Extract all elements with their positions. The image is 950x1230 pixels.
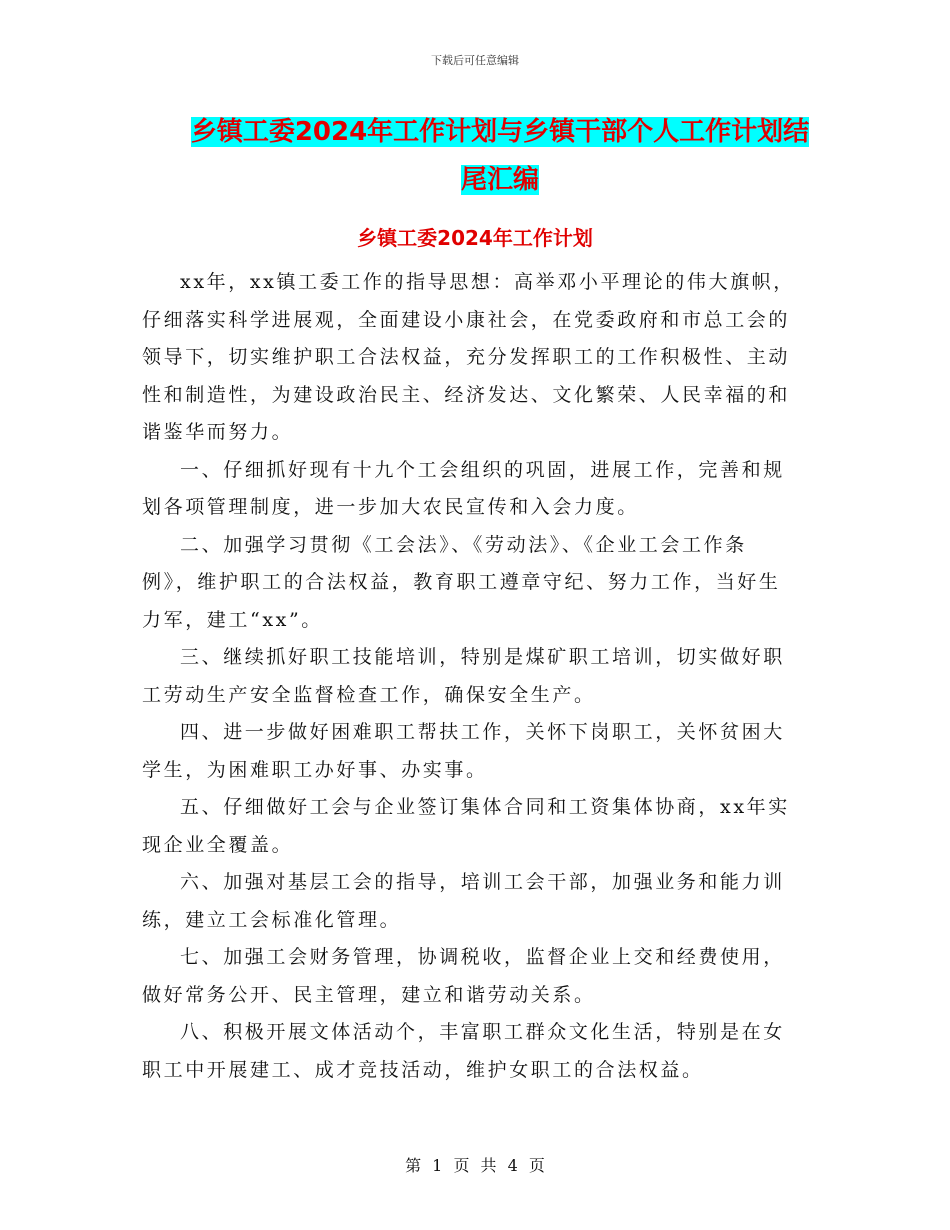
header-note: 下载后可任意编辑 — [431, 54, 519, 67]
paragraph-item-3: 三、继续抓好职工技能培训，特别是煤矿职工培训，切实做好职工劳动生产安全监督检查工作，确保安全生产。 — [142, 646, 785, 706]
section-title: 乡镇工委2024年工作计划 — [357, 226, 593, 250]
paragraph-item-8: 八、积极开展文体活动个，丰富职工群众文化生活，特别是在女职工中开展建工、成才竞技活动，维护女职工的合法权益。 — [142, 1021, 785, 1081]
paragraph-item-6: 六、加强对基层工会的指导，培训工会干部，加强业务和能力训练，建立工会标准化管理。 — [142, 871, 785, 931]
paragraph-item-2: 二、加强学习贯彻《工会法》、《劳动法》、《企业工会工作条例》，维护职工的合法权益，教育职工遵章守纪、努力工作，当好生力军，建工“xx”。 — [142, 533, 781, 631]
paragraph-item-1: 一、仔细抓好现有十九个工会组织的巩固，进展工作，完善和规划各项管理制度，进一步加大农民宣传和入会力度。 — [142, 458, 785, 518]
paragraph-item-7: 七、加强工会财务管理，协调税收，监督企业上交和经费使用，做好常务公开、民主管理，建立和谐劳动关系。 — [142, 946, 785, 1006]
document-title — [190, 108, 810, 204]
document-body — [142, 264, 802, 1089]
paragraph-guiding-thought: xx年，xx镇工委工作的指导思想：高举邓小平理论的伟大旗帜，仔细落实科学进展观，全面建设小康社会，在党委政府和市总工会的领导下，切实维护职工合法权益，充分发挥职工的工作积极性、主动性和制造性，为建设政治民主、经济发达、文化繁荣、人民幸福的和谐鉴华而努力。 — [142, 271, 795, 443]
document-title-text: 乡镇工委2024年工作计划与乡镇干部个人工作计划结尾汇编 — [190, 117, 810, 195]
paragraph-item-5: 五、仔细做好工会与企业签订集体合同和工资集体协商，xx年实现企业全覆盖。 — [142, 796, 790, 856]
page-footer: 第 1 页 共 4 页 — [405, 1156, 545, 1175]
paragraph-item-4: 四、进一步做好困难职工帮扶工作，关怀下岗职工，关怀贫困大学生，为困难职工办好事、办实事。 — [142, 721, 785, 781]
